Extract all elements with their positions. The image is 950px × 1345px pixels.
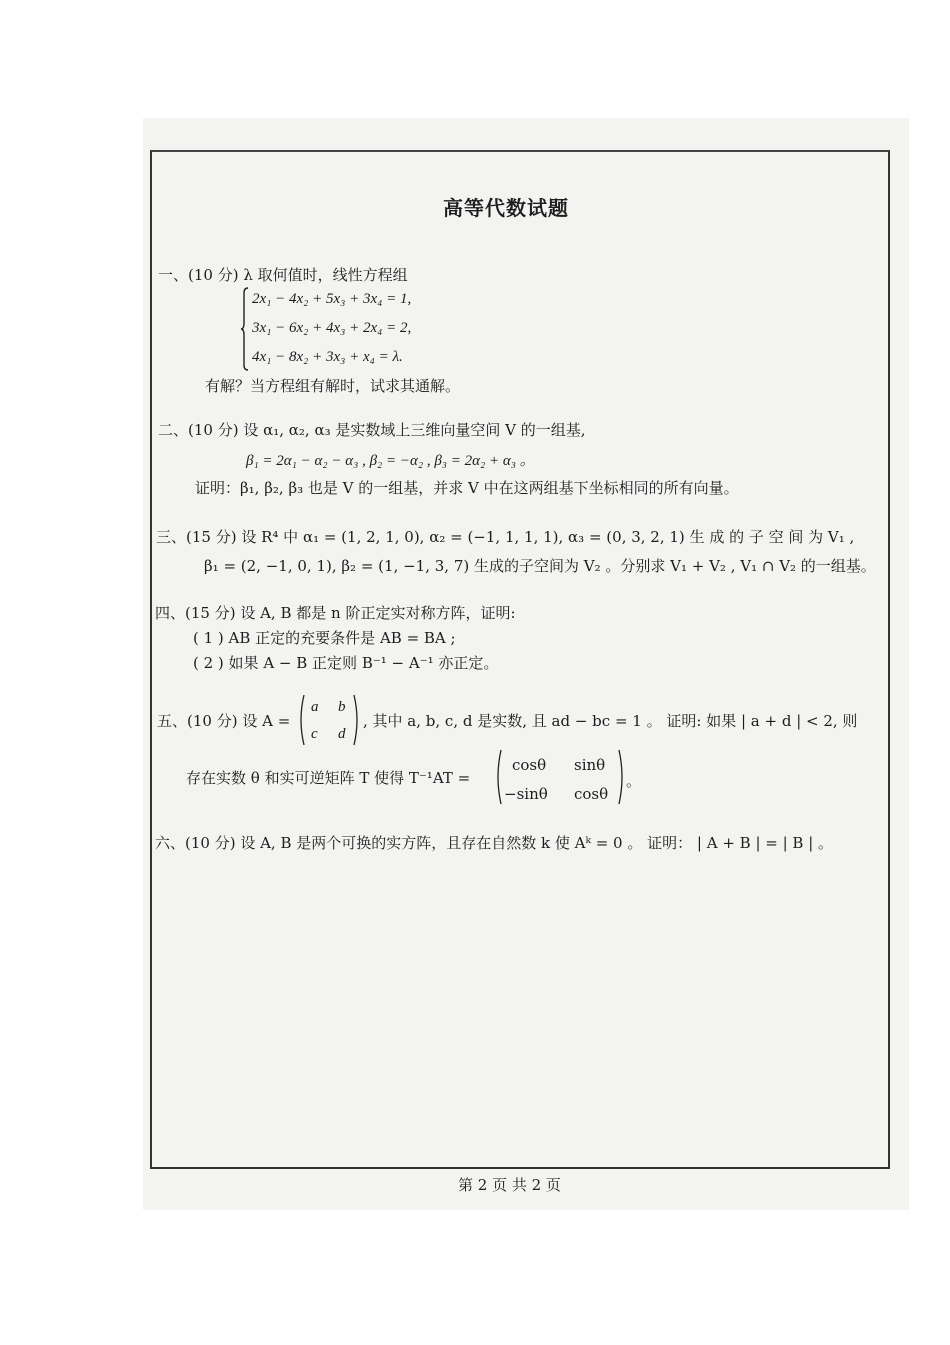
bottom-rule [150, 1167, 890, 1169]
q1-equation-3: 4x₁ − 8x₂ + 3x₃ + x₄ = λ. [252, 349, 403, 365]
rotation-21: −sinθ [504, 785, 548, 803]
q5-suffix: , 其中 a, b, c, d 是实数, 且 ad − bc = 1 。 证明: 如果 | a + d | < 2, 则 [363, 712, 858, 730]
q1-heading: 一、(10 分) λ 取何值时，线性方程组 [158, 266, 408, 284]
q4-item-2: ( 2 ) 如果 A − B 正定则 B⁻¹ − A⁻¹ 亦正定。 [193, 654, 499, 672]
q2-heading: 二、(10 分) 设 α₁, α₂, α₃ 是实数域上三维向量空间 V 的一组基, [158, 421, 586, 439]
q4-item-1: ( 1 ) AB 正定的充要条件是 AB = BA ; [193, 629, 456, 647]
q2-tail: 证明：β₁, β₂, β₃ 也是 V 的一组基，并求 V 中在这两组基下坐标相同的所有向量。 [195, 479, 739, 497]
rotation-12: sinθ [574, 756, 606, 774]
q5-period: 。 [626, 772, 642, 790]
page-footer: 第 2 页 共 2 页 [458, 1176, 561, 1194]
matrix-a-11: a [311, 699, 319, 715]
matrix-a-21: c [311, 726, 318, 742]
q1-equation-1: 2x₁ − 4x₂ + 5x₃ + 3x₄ = 1, [252, 291, 412, 307]
q5-line-2: 存在实数 θ 和实可逆矩阵 T 使得 T⁻¹AT = [186, 769, 471, 787]
exam-title: 高等代数试题 [443, 196, 569, 220]
matrix-a [297, 693, 361, 747]
left-brace [241, 287, 249, 371]
q2-formula: β₁ = 2α₁ − α₂ − α₃ , β₂ = −α₂ , β₃ = 2α₂ + α₃ 。 [246, 453, 535, 469]
q5-prefix: 五、(10 分) 设 A = [157, 712, 291, 730]
rotation-11: cosθ [512, 756, 547, 774]
matrix-a-22: d [338, 726, 346, 742]
rotation-22: cosθ [574, 785, 609, 803]
q1-tail: 有解？当方程组有解时，试求其通解。 [205, 377, 461, 395]
matrix-a-12: b [338, 699, 346, 715]
q6-text: 六、(10 分) 设 A, B 是两个可换的实方阵，且存在自然数 k 使 Aᵏ = 0 。 证明： | A + B | = | B | 。 [155, 834, 834, 852]
q4-heading: 四、(15 分) 设 A, B 都是 n 阶正定实对称方阵，证明: [155, 604, 516, 622]
q3-line-1: 三、(15 分) 设 R⁴ 中 α₁ = (1, 2, 1, 0), α₂ = (−1, 1, 1, 1), α₃ = (0, 3, 2, 1) 生 成 的 子 空 间 为 V₁ , [156, 528, 855, 546]
q3-line-2: β₁ = (2, −1, 0, 1), β₂ = (1, −1, 3, 7) 生成的子空间为 V₂ 。分别求 V₁ + V₂ , V₁ ∩ V₂ 的一组基。 [204, 557, 876, 575]
q1-equation-2: 3x₁ − 6x₂ + 4x₃ + 2x₄ = 2, [252, 320, 412, 336]
